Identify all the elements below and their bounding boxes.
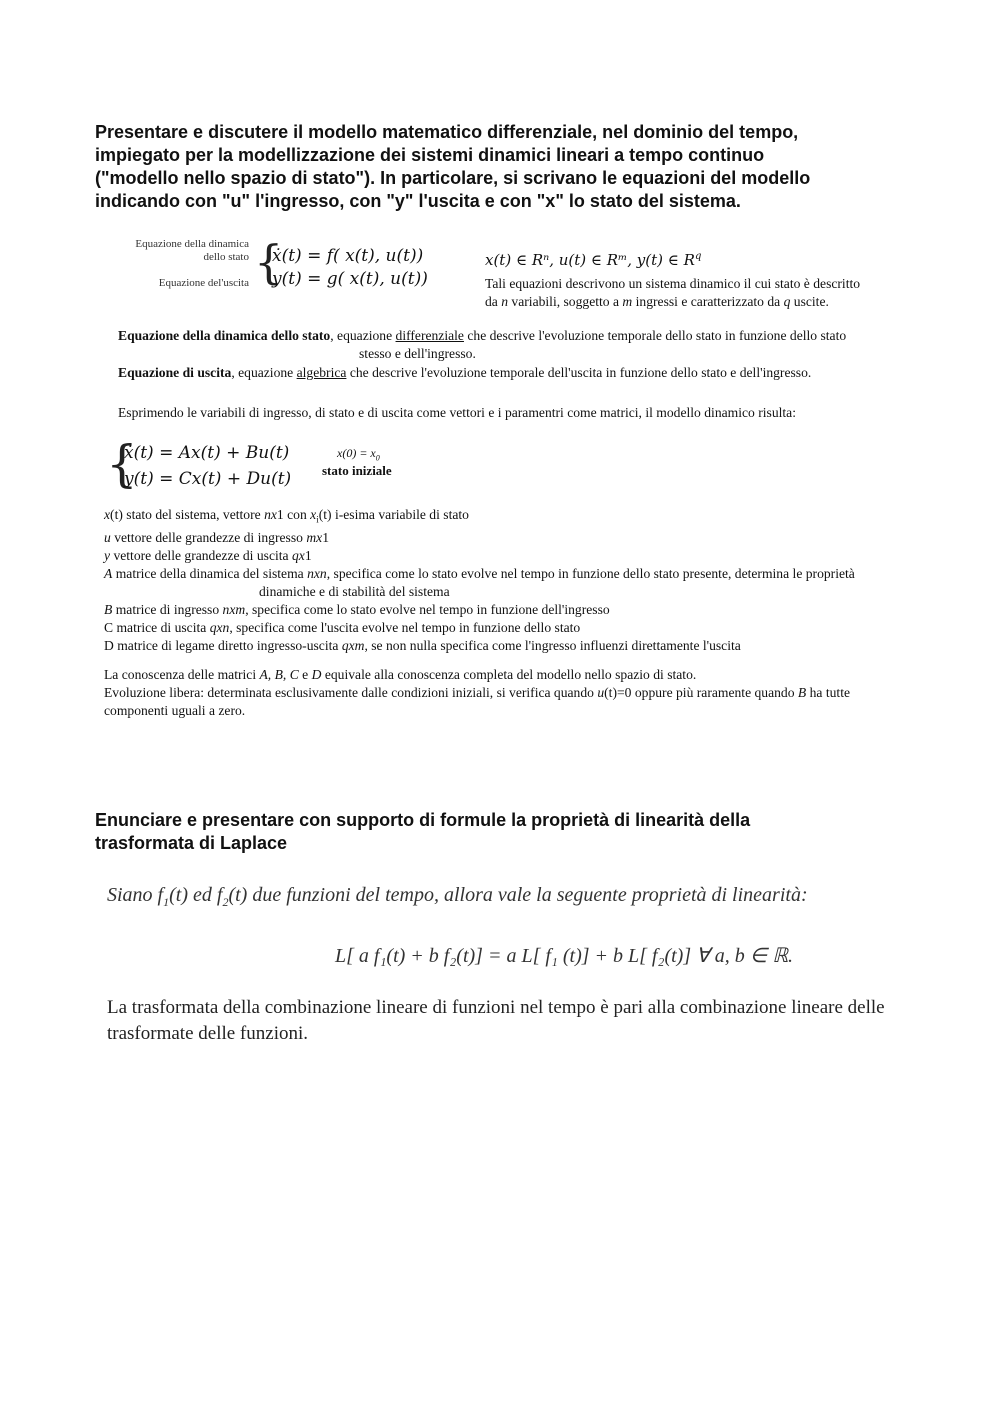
question-1-heading [95,121,915,213]
state-equation: ẋ(t) = f( x(t), u(t)) [272,246,424,266]
laplace-intro: Siano $f_1(t)$ ed $f_2(t)$ due funzioni del tempo, allora vale la seguente proprietà di linearità: [107,884,808,909]
initial-state-label: stato iniziale [322,463,392,478]
list-item: A matrice della dinamica del sistema nxn, specifica come lo stato evolve nel tempo in funzione dello stato presente, determina le proprietà [104,565,855,581]
output-equation-definition: Equazione di uscita, equazione algebrica che descrive l'evoluzione temporale dell'uscita in funzione dello stato e dell'ingresso. [118,365,812,380]
list-item: x(t) stato del sistema, vettore nx1 con $x_i(t)$ i-esima variabile di stato [104,507,469,525]
question-2-heading [95,809,915,855]
list-item: y vettore delle grandezze di uscita qx1 [104,547,312,563]
model-description: Tali equazioni descrivono un sistema dinamico il cui stato è descritto da n variabili, soggetto a m ingressi e caratterizzato da q uscite. [485,276,861,309]
question-1-line: ("modello nello spazio di stato"). In particolare, si scrivano le equazioni del modello [95,168,811,188]
list-item: dinamiche e di stabilità del sistema [259,583,450,599]
linear-state-equation: ẋ(t) = Ax(t) + Bu(t) [124,443,290,463]
initial-condition: $x(0) = x_0$ [337,446,380,463]
vector-intro: Esprimendo le variabili di ingresso, di stato e di uscita come vettori e i paramentri come matrici, il modello dinamico risulta: [118,405,796,420]
list-item: C matrice di uscita qxn, specifica come l'uscita evolve nel tempo in funzione dello stato [104,619,581,635]
laplace-conclusion: La trasformata della combinazione lineare di funzioni nel tempo è pari alla combinazione lineare delle trasformate delle funzioni. [107,997,885,1044]
output-equation: y(t) = g( x(t), u(t)) [272,269,428,289]
label-output-equation: Equazione del'uscita [158,277,249,289]
closing-paragraph: La conoscenza delle matrici A, B, C e D equivale alla conoscenza completa del modello nello spazio di stato. Evoluzione libera: determinata esclusivamente dalle condizioni iniziali, si verifica quando u(t)=0 oppure più raramente quando B ha tutte componenti uguali a zero. [104,667,851,718]
laplace-linearity-formula: L[ a f₁(t) + b f₂(t)] = a L[ f₁ (t)] + b L[ f₂(t)] ∀ a, b ∈ ℝ. [335,945,794,967]
list-item: B matrice di ingresso nxm, specifica come lo stato evolve nel tempo in funzione dell'ingresso [104,601,610,617]
question-1-line: impiegato per la modellizzazione dei sistemi dinamici lineari a tempo continuo [95,145,765,165]
question-1-line: Presentare e discutere il modello matematico differenziale, nel dominio del tempo, [95,122,799,142]
variables-list [104,506,855,655]
list-item: D matrice di legame diretto ingresso-uscita qxm, se non nulla specifica come l'ingresso influenzi direttamente l'uscita [104,637,741,653]
linear-system-brace: { [106,435,138,493]
state-equation-definition: Equazione della dinamica dello stato, equazione differenziale che descrive l'evoluzione temporale dello stato in funzione dello stato stesso e dell'ingresso. [118,328,847,361]
question-2-line: Enunciare e presentare con supporto di formule la proprietà di linearità della [95,810,751,830]
domains-formula: x(t) ∈ Rⁿ, u(t) ∈ Rᵐ, y(t) ∈ $R^q$ [485,251,702,269]
list-item: u vettore delle grandezze di ingresso mx1 [104,529,329,545]
system-brace: { [254,235,284,289]
question-2-line: trasformata di Laplace [95,833,288,853]
question-1-line: indicando con "u" l'ingresso, con "y" l'uscita e con "x" lo stato del sistema. [95,191,741,211]
linear-output-equation: y(t) = Cx(t) + Du(t) [124,469,292,489]
label-state-equation: Equazione della dinamica dello stato [135,238,249,263]
